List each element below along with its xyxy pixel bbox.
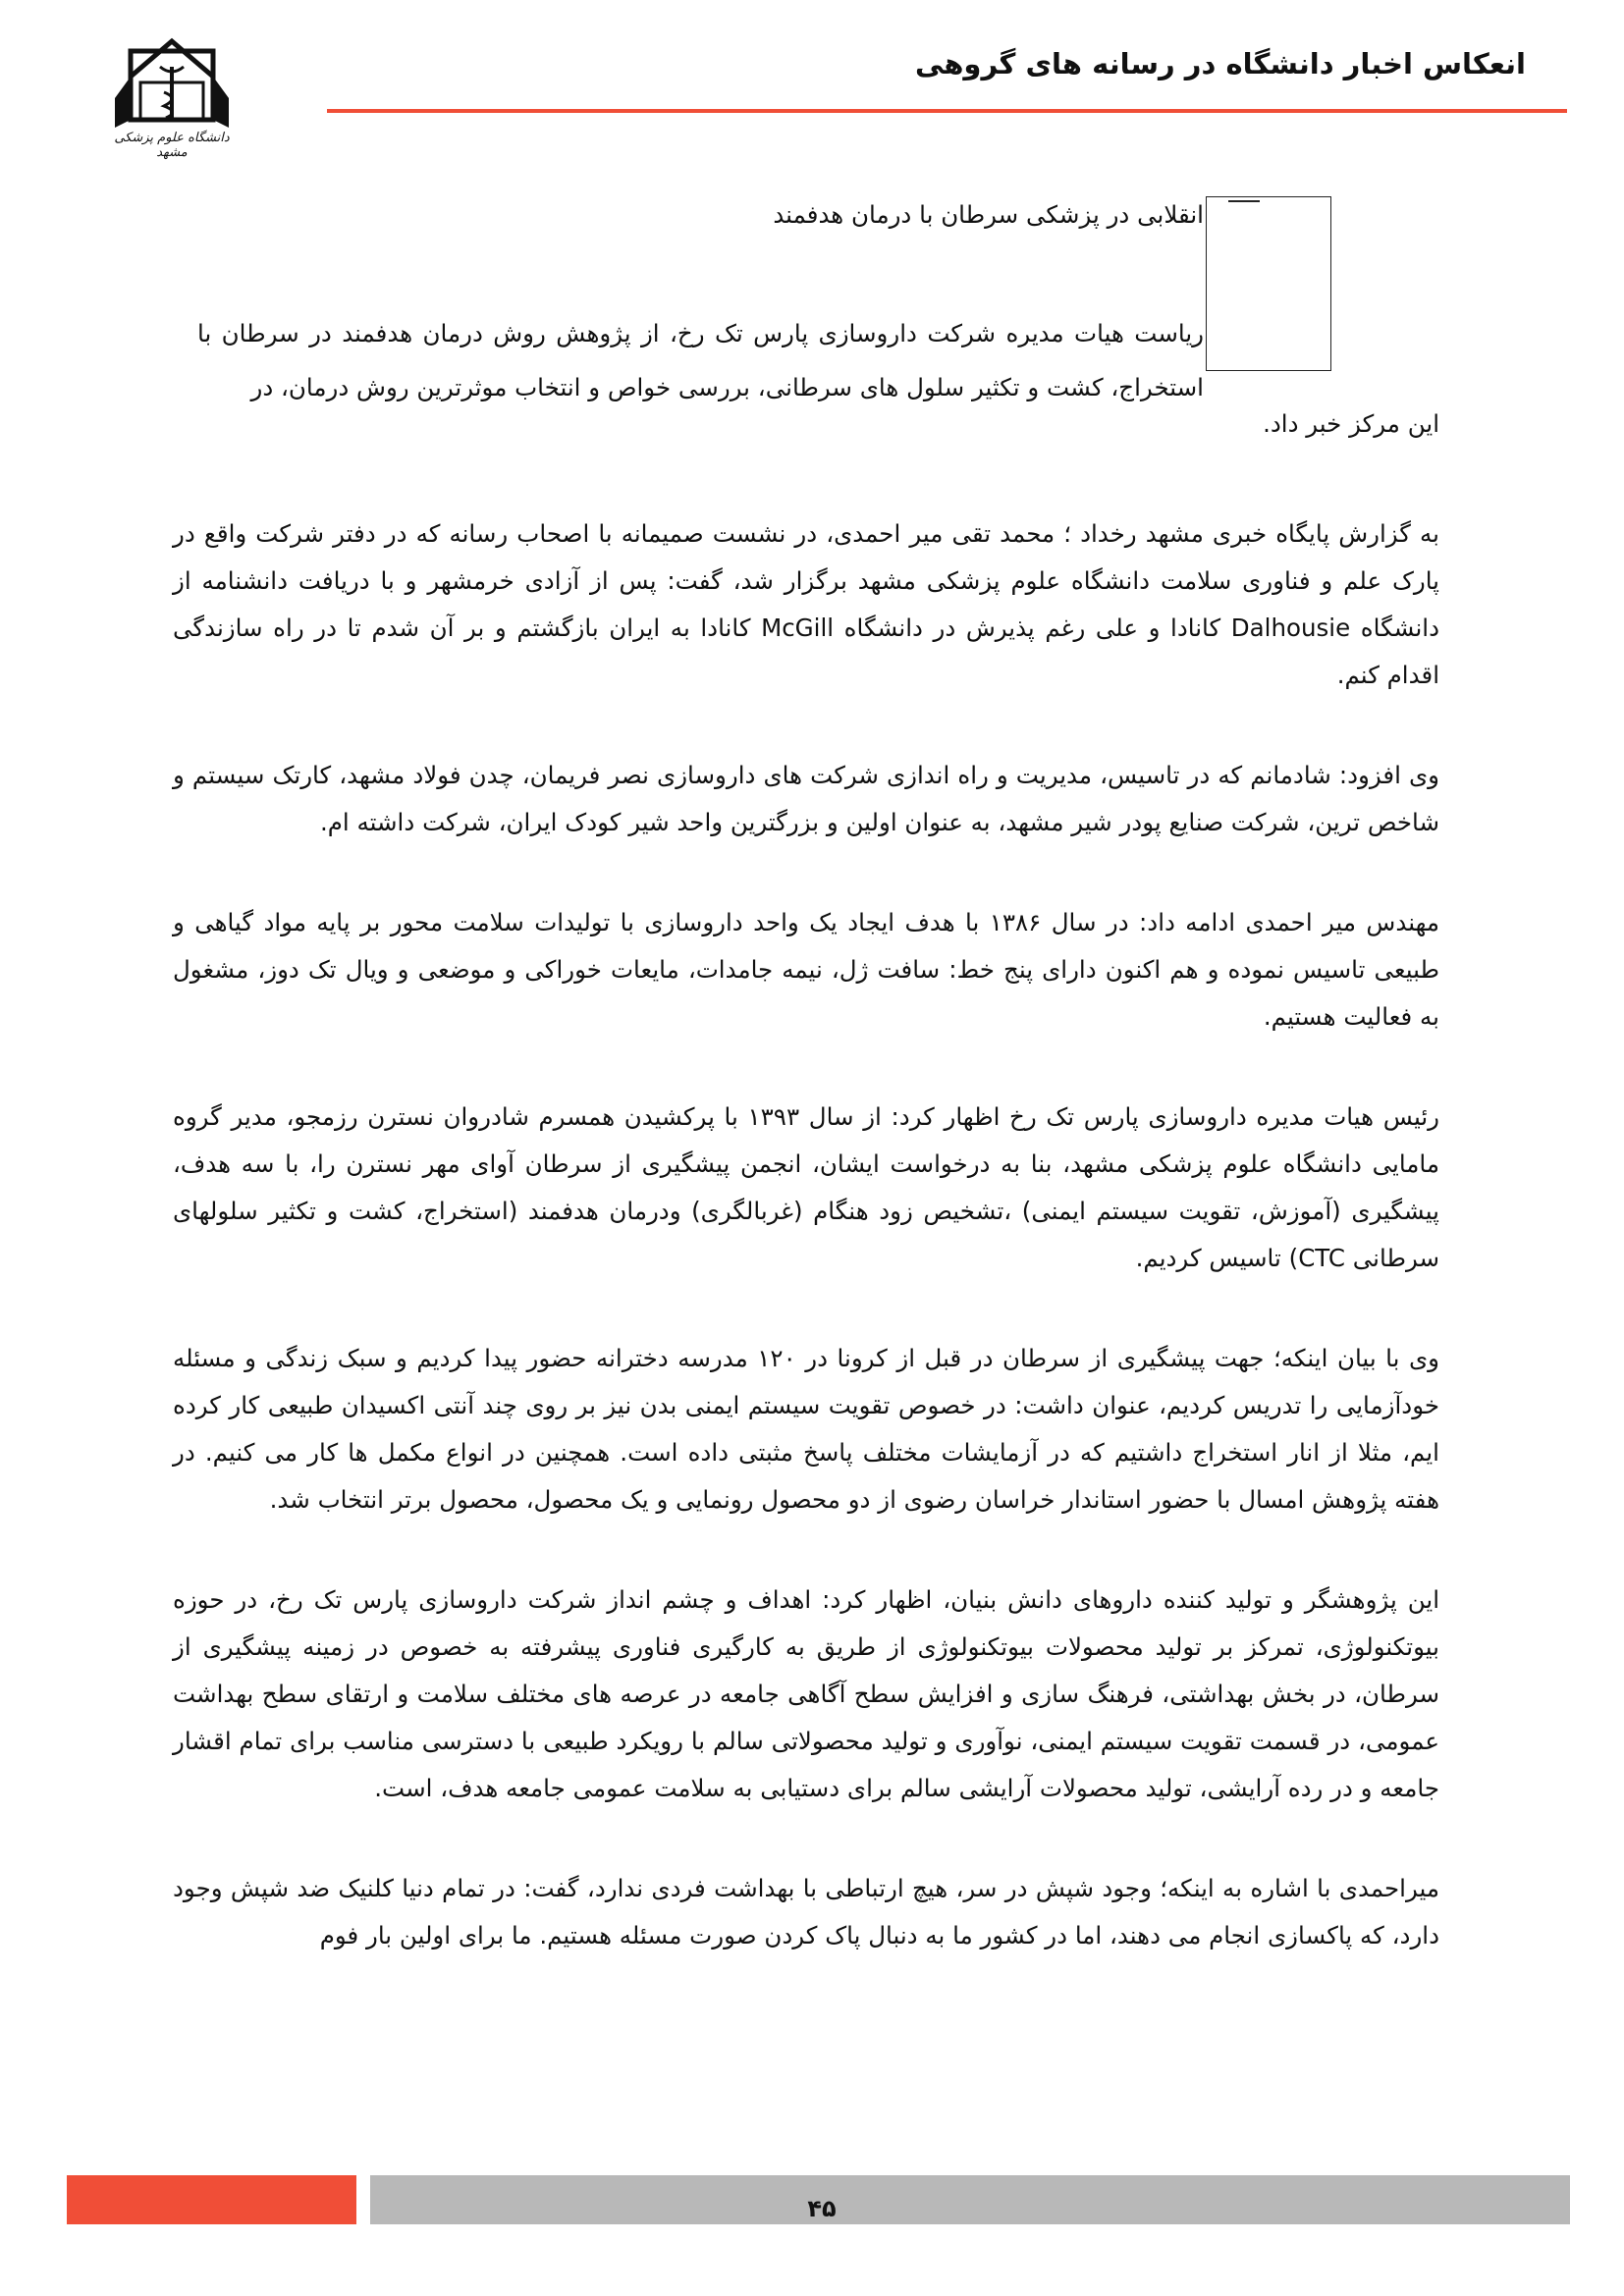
logo-emblem-icon	[103, 37, 241, 131]
image-placeholder-mark	[1228, 200, 1260, 202]
logo-caption: دانشگاه علوم پزشکی مشهد	[114, 131, 230, 160]
article-lead-tail: این مرکز خبر داد.	[1263, 409, 1439, 438]
footer-gray-bar	[370, 2175, 1570, 2224]
article-body	[173, 510, 1439, 2012]
body-paragraph: مهندس میر احمدی ادامه داد: در سال ۱۳۸۶ با هدف ایجاد یک واحد داروسازی با تولیدات سلامت محور بر پایه مواد گیاهی و طبیعی تاسیس نموده و هم اکنون دارای پنج خط: سافت ژل، نیمه جامدات، مایعات خوراکی و موضعی و ویال تک دوز، مشغول به فعالیت هستیم.	[173, 908, 1440, 1031]
body-paragraph: وی افزود: شادمانم که در تاسیس، مدیریت و راه اندازی شرکت های داروسازی نصر فریمان، چدن فولاد مشهد، کارتک سیستم و شاخص ترین، شرکت صنایع پودر شیر مشهد، به عنوان اولین و بزرگترین واحد شیر کودک ایران، شرکت داشته ام.	[173, 761, 1439, 836]
article-lead: ریاست هیات مدیره شرکت داروسازی پارس تک رخ، از پژوهش روش درمان هدفمند در سرطان با استخراج، کشت و تکثیر سلول های سرطانی، بررسی خواص و انتخاب موثرترین روش درمان، در	[197, 319, 1204, 401]
header-divider	[327, 109, 1567, 113]
body-paragraph: رئیس هیات مدیره داروسازی پارس تک رخ اظهار کرد: از سال ۱۳۹۳ با پرکشیدن همسرم شادروان نسترن رزمجو، مدیر گروه مامایی دانشگاه علوم پزشکی مشهد، بنا به درخواست ایشان، انجمن پیشگیری از سرطان آوای مهر نسترن را، با سه هدف، پیشگیری (آموزش، تقویت سیستم ایمنی) ،تشخیص زود هنگام (غربالگری) ودرمان هدفمند (استخراج، کشت و تکثیر سلولهای سرطانی CTC) تاسیس کردیم.	[173, 1102, 1439, 1272]
body-paragraph: به گزارش پایگاه خبری مشهد رخداد ؛ محمد تقی میر احمدی، در نشست صمیمانه با اصحاب رسانه که در دفتر شرکت واقع در پارک علم و فناوری سلامت دانشگاه علوم پزشکی مشهد برگزار شد، گفت: پس از آزادی خرمشهر و با دریافت دانشنامه از دانشگاه Dalhousie کانادا و علی رغم پذیرش در دانشگاه McGill کانادا به ایران بازگشتم و بر آن شدم تا در راه سازندگی اقدام کنم.	[173, 519, 1439, 689]
body-paragraph: وی با بیان اینکه؛ جهت پیشگیری از سرطان در قبل از کرونا در ۱۲۰ مدرسه دخترانه حضور پیدا کردیم و سبک زندگی و مسئله خودآزمایی را تدریس کردیم، عنوان داشت: در خصوص تقویت سیستم ایمنی بدن نیز بر روی چند آنتی اکسیدان طبیعی کار کرده ایم، مثلا از انار استخراج داشتیم که در آزمایشات مختلف پاسخ مثبتی داده است. همچنین در انواع مکمل ها کار می کنیم. در هفته پژوهش امسال با حضور استاندار خراسان رضوی از دو محصول رونمایی و یک محصول، محصول برتر انتخاب شد.	[173, 1344, 1439, 1514]
page-header-title: انعکاس اخبار دانشگاه در رسانه های گروهی	[914, 47, 1526, 80]
page-number: ۴۵	[807, 2195, 837, 2222]
article-image-placeholder	[1206, 196, 1331, 371]
article-title: انقلابی در پزشکی سرطان با درمان هدفمند	[773, 200, 1204, 229]
footer-red-bar	[67, 2175, 356, 2224]
body-paragraph: این پژوهشگر و تولید کننده داروهای دانش بنیان، اظهار کرد: اهداف و چشم انداز شرکت داروسازی پارس تک رخ، در حوزه بیوتکنولوژی، تمرکز بر تولید محصولات بیوتکنولوژی از طریق به کارگیری فناوری پیشرفته به خصوص در زمینه پیشگیری از سرطان، در بخش بهداشتی، فرهنگ سازی و افزایش سطح آگاهی جامعه در عرصه های مختلف سلامت و ارتقای سطح بهداشت عمومی، در قسمت تقویت سیستم ایمنی، نوآوری و تولید محصولاتی سالم با رویکرد طبیعی با دسترسی مناسب برای تمام اقشار جامعه و در رده آرایشی، تولید محصولات آرایشی سالم برای دستیابی به سلامت عمومی جامعه هدف، است.	[173, 1585, 1439, 1802]
body-paragraph: میراحمدی با اشاره به اینکه؛ وجود شپش در سر، هیچ ارتباطی با بهداشت فردی ندارد، گفت: در تمام دنیا کلنیک ضد شپش وجود دارد، که پاکسازی انجام می دهند، اما در کشور ما به دنبال پاک کردن صورت مسئله هستیم. ما برای اولین بار فوم	[173, 1874, 1439, 1949]
